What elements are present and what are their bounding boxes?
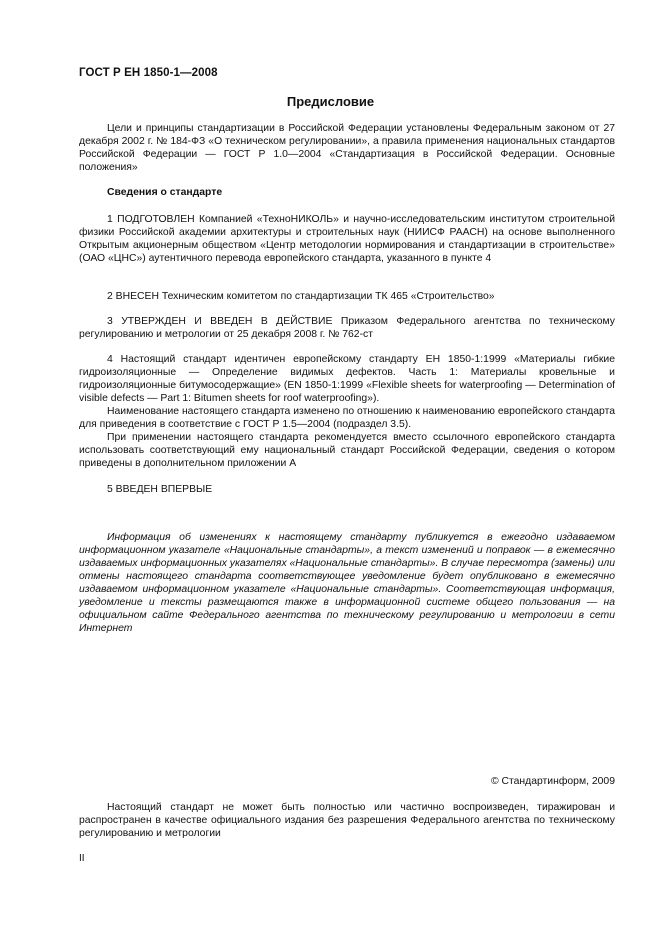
item-4-name-paragraph: Наименование настоящего стандарта изменено по отношению к наименованию европейского стандарта для приведения в соответствие с ГОСТ Р 1.5—2004 (подраздел 3.5). xyxy=(79,406,615,430)
item-4-apply-paragraph: При применении настоящего стандарта рекомендуется вместо ссылочного европейского стандарта использовать соответствующий ему национальный стандарт Российской Федерации, сведения о котором приведены в дополнительном приложении А xyxy=(79,432,615,469)
item-1-paragraph: 1 ПОДГОТОВЛЕН Компанией «ТехноНИКОЛЬ» и научно-исследовательским институтом строительной физики Российской академии архитектуры и строительных наук (НИИСФ РААСН) на основе выполненного Открытым акционерным обществом «Центр методологии нормирования и стандартизации в строительстве» (ОАО «ЦНС») аутентичного перевода европейского стандарта, указанного в пункте 4 xyxy=(79,214,615,264)
intro-block xyxy=(79,122,615,174)
intro-paragraph: Цели и принципы стандартизации в Российской Федерации установлены Федеральным законом от 27 декабря 2002 г. № 184-ФЗ «О техническом регулировании», а правила применения национальных стандартов Российской Федерации — ГОСТ Р 1.0—2004 «Стандартизация в Российской Федерации. Основные положения» xyxy=(79,123,615,173)
info-notice-paragraph: Информация об изменениях к настоящему стандарту публикуется в ежегодно издаваемом информационном указателе «Национальные стандарты», а текст изменений и поправок — в ежемесячно издаваемых информационных указателях «Национальные стандарты». В случае пересмотра (замены) или отмены настоящего стандарта соответствующее уведомление будет опубликовано в ежемесячно издаваемом информационном указателе «Национальные стандарты». Соответствующая информация, уведомление и тексты размещаются также в информационной системе общего пользования — на официальном сайте Федерального агентства по техническому регулированию и метрологии в сети Интернет xyxy=(79,532,615,634)
page-number: II xyxy=(79,853,85,864)
reproduction-notice-paragraph: Настоящий стандарт не может быть полностью или частично воспроизведен, тиражирован и распространен в качестве официального издания без разрешения Федерального агентства по техническому регулированию и метрологии xyxy=(79,802,615,839)
page-title: Предисловие xyxy=(286,94,375,109)
item-3-paragraph: 3 УТВЕРЖДЕН И ВВЕДЕН В ДЕЙСТВИЕ Приказом Федерального агентства по техническому регулированию и метрологии от 25 декабря 2008 г. № 762-ст xyxy=(79,316,615,340)
reproduction-notice xyxy=(79,801,615,840)
about-heading-block xyxy=(79,186,615,199)
item-5-block xyxy=(79,483,615,496)
standard-code-header: ГОСТ Р ЕН 1850-1—2008 xyxy=(79,67,218,79)
item-1-block xyxy=(79,213,615,265)
about-standard-heading: Сведения о стандарте xyxy=(107,187,223,198)
item-5-paragraph: 5 ВВЕДЕН ВПЕРВЫЕ xyxy=(107,484,213,495)
item-4-block xyxy=(79,353,615,470)
item-4-paragraph: 4 Настоящий стандарт идентичен европейскому стандарту ЕН 1850-1:1999 «Материалы гибкие гидроизоляционные — Определение видимых дефектов. Часть 1: Материалы кровельные и гидроизоляционные битумосодержащие» (EN 1850-1:1999 «Flexible sheets for waterproofing — Determination of visible defects — Part 1: Bitumen sheets for roof waterproofing»). xyxy=(79,354,615,404)
item-2-paragraph: 2 ВНЕСЕН Техническим комитетом по стандартизации ТК 465 «Строительство» xyxy=(107,291,495,302)
copyright-line: © Стандартинформ, 2009 xyxy=(490,776,615,787)
item-2-block xyxy=(79,290,615,303)
info-notice-block xyxy=(79,531,615,635)
item-3-block xyxy=(79,315,615,341)
